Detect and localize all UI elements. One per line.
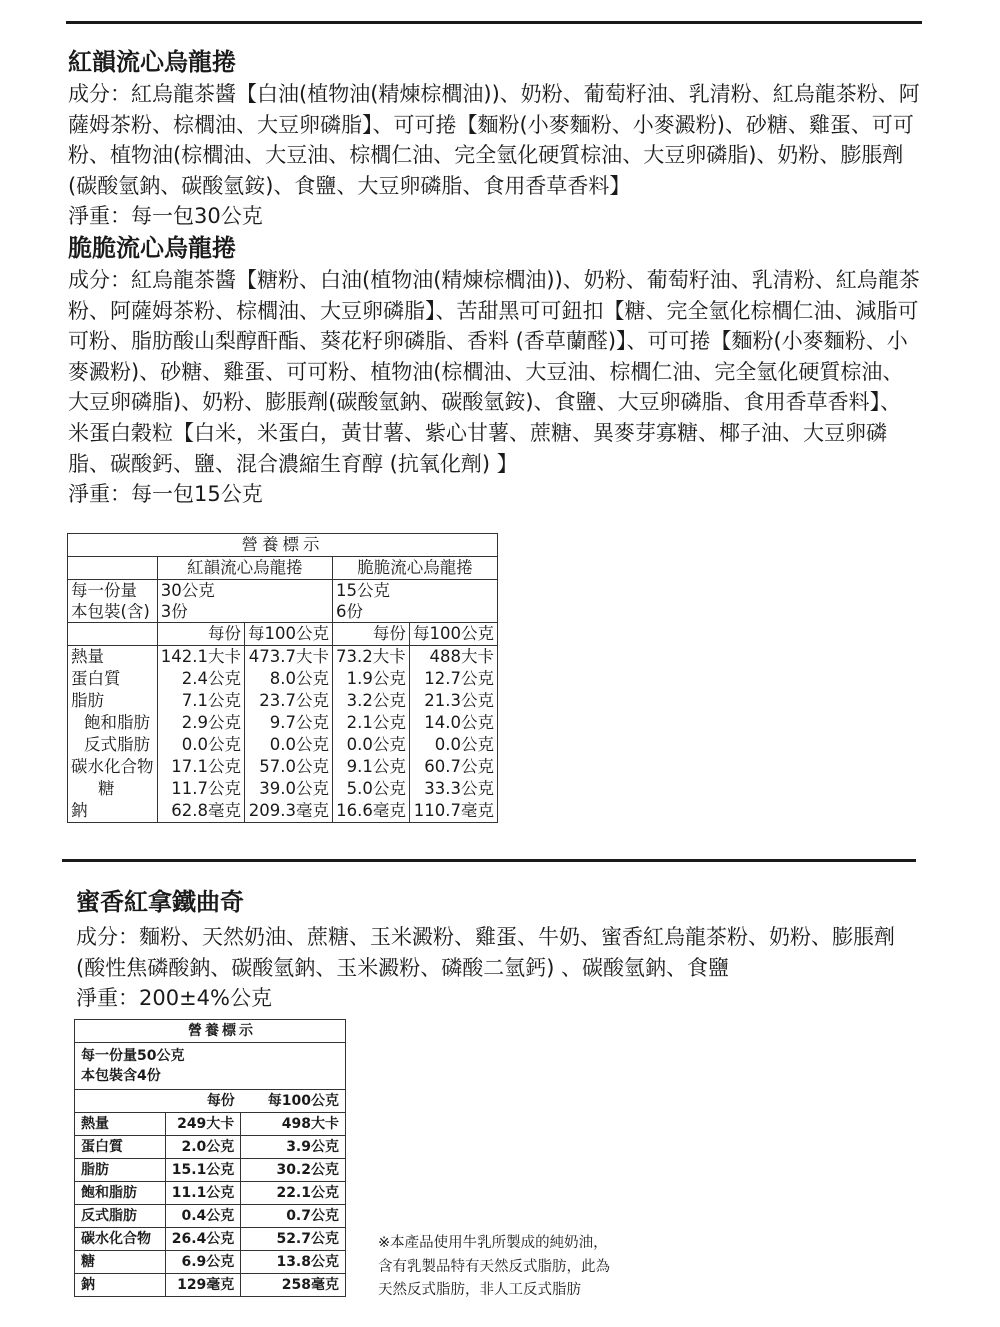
- cell: 12.7公克: [409, 668, 497, 690]
- cell: 30.2公克: [241, 1159, 346, 1182]
- cell: 22.1公克: [241, 1182, 346, 1205]
- row-label: 脂肪: [68, 690, 158, 712]
- cell: 249大卡: [165, 1113, 241, 1136]
- table2-per-serving-head: 每份: [165, 1090, 241, 1113]
- product2-name: 脆脆流心烏龍捲: [68, 234, 236, 262]
- nutrition-table-rolls: [67, 533, 498, 823]
- cell: 11.7公克: [157, 778, 244, 800]
- cell: 0.7公克: [241, 1205, 346, 1228]
- table-row: [68, 646, 498, 669]
- cell: 0.0公克: [409, 734, 497, 756]
- product2-section: [68, 232, 920, 509]
- cell: 11.1公克: [165, 1182, 241, 1205]
- row-label: 飽和脂肪: [75, 1182, 166, 1205]
- product3-net-weight: 淨重：200±4%公克: [76, 986, 272, 1011]
- table2-serving-info: [75, 1043, 346, 1090]
- cell: 2.4公克: [157, 668, 244, 690]
- table-row: [75, 1159, 346, 1182]
- table1-title: 營養標示: [68, 534, 498, 557]
- table-row: [75, 1205, 346, 1228]
- serving-label: 每一份量: [71, 581, 137, 600]
- a-package-value: 3份: [160, 602, 188, 621]
- cell: 5.0公克: [333, 778, 410, 800]
- middle-divider: [62, 859, 916, 862]
- table-row: [75, 1251, 346, 1274]
- package-label: 本包裝(含): [71, 602, 150, 621]
- row-label: 飽和脂肪: [68, 712, 158, 734]
- note-line-3: 天然反式脂肪，非人工反式脂肪: [378, 1282, 581, 1298]
- table-row: [68, 690, 498, 712]
- table1-serving-label: [68, 580, 158, 623]
- row-label: 碳水化合物: [68, 756, 158, 778]
- row-label: 糖: [68, 778, 158, 800]
- cell: 57.0公克: [244, 756, 332, 778]
- product1-section: [68, 46, 920, 231]
- row-label: 碳水化合物: [75, 1228, 166, 1251]
- cell: 498大卡: [241, 1113, 346, 1136]
- cell: 1.9公克: [333, 668, 410, 690]
- a-per-100-head: 每100公克: [244, 623, 332, 646]
- product1-net-weight: 淨重：每一包30公克: [68, 204, 263, 229]
- table-row: [75, 1274, 346, 1297]
- table-row: [68, 668, 498, 690]
- table1-a-serving: [157, 580, 332, 623]
- top-divider: [66, 21, 922, 24]
- row-label: 反式脂肪: [75, 1205, 166, 1228]
- table-row: [68, 756, 498, 778]
- cell: 142.1大卡: [157, 646, 244, 669]
- cell: 15.1公克: [165, 1159, 241, 1182]
- row-label: 鈉: [68, 800, 158, 823]
- nutrition-table-cookie: [74, 1019, 346, 1297]
- note-line-1: ※本產品使用牛乳所製成的純奶油，: [378, 1235, 608, 1251]
- row-label: 糖: [75, 1251, 166, 1274]
- cell: 17.1公克: [157, 756, 244, 778]
- row-label: 反式脂肪: [68, 734, 158, 756]
- product3-ingredients: 成分：麵粉、天然奶油、蔗糖、玉米澱粉、雞蛋、牛奶、蜜香紅烏龍茶粉、奶粉、膨脹劑 (酸性焦磷酸鈉、碳酸氫鈉、玉米澱粉、磷酸二氫鈣) 、碳酸氫鈉、食鹽: [76, 925, 895, 980]
- table-row: [68, 778, 498, 800]
- cell: 14.0公克: [409, 712, 497, 734]
- cell: 488大卡: [409, 646, 497, 669]
- cell: 39.0公克: [244, 778, 332, 800]
- cell: 209.3毫克: [244, 800, 332, 823]
- cell: 60.7公克: [409, 756, 497, 778]
- product1-ingredients: 成分：紅烏龍茶醬【白油(植物油(精煉棕櫚油))、奶粉、葡萄籽油、乳清粉、紅烏龍茶粉、阿薩姆茶粉、棕櫚油、大豆卵磷脂】、可可捲【麵粉(小麥麵粉、小麥澱粉)、砂糖、雞蛋、可可粉、植物油(棕櫚油、大豆油、棕櫚仁油、完全氫化硬質棕油、大豆卵磷脂)、奶粉、膨脹劑(碳酸氫鈉、碳酸氫銨)、食鹽、大豆卵磷脂、食用香草香料】: [68, 82, 920, 198]
- cell: 110.7毫克: [409, 800, 497, 823]
- product3-name: 蜜香紅拿鐵曲奇: [76, 888, 244, 916]
- table-row: [75, 1182, 346, 1205]
- cell: 7.1公克: [157, 690, 244, 712]
- cell: 0.0公克: [244, 734, 332, 756]
- cell: 23.7公克: [244, 690, 332, 712]
- table-row: [75, 1228, 346, 1251]
- table2-package: 本包裝含4份: [81, 1068, 161, 1084]
- a-per-serving-head: 每份: [157, 623, 244, 646]
- cell: 16.6毫克: [333, 800, 410, 823]
- row-label: 脂肪: [75, 1159, 166, 1182]
- cell: 0.4公克: [165, 1205, 241, 1228]
- cell: 52.7公克: [241, 1228, 346, 1251]
- table1-b-serving: [333, 580, 498, 623]
- cell: 258毫克: [241, 1274, 346, 1297]
- table-row: [75, 1113, 346, 1136]
- table-row: [68, 734, 498, 756]
- table2-header-blank: [75, 1090, 166, 1113]
- cell: 8.0公克: [244, 668, 332, 690]
- cell: 2.9公克: [157, 712, 244, 734]
- cell: 3.2公克: [333, 690, 410, 712]
- cell: 62.8毫克: [157, 800, 244, 823]
- cell: 33.3公克: [409, 778, 497, 800]
- trans-fat-note: [378, 1232, 610, 1303]
- table-row: [68, 800, 498, 823]
- b-serving-value: 15公克: [336, 581, 391, 600]
- cell: 3.9公克: [241, 1136, 346, 1159]
- cell: 0.0公克: [333, 734, 410, 756]
- table1-header-blank: [68, 623, 158, 646]
- cell: 26.4公克: [165, 1228, 241, 1251]
- product2-net-weight: 淨重：每一包15公克: [68, 482, 263, 507]
- row-label: 蛋白質: [68, 668, 158, 690]
- cell: 2.0公克: [165, 1136, 241, 1159]
- row-label: 熱量: [75, 1113, 166, 1136]
- table1-col-b: 脆脆流心烏龍捲: [333, 557, 498, 580]
- table2-title: 營養標示: [75, 1020, 346, 1043]
- a-serving-value: 30公克: [160, 581, 215, 600]
- cell: 473.7大卡: [244, 646, 332, 669]
- cell: 0.0公克: [157, 734, 244, 756]
- product1-name: 紅韻流心烏龍捲: [68, 48, 236, 76]
- b-per-serving-head: 每份: [333, 623, 410, 646]
- cell: 2.1公克: [333, 712, 410, 734]
- table1-col-a: 紅韻流心烏龍捲: [157, 557, 332, 580]
- product2-ingredients: 成分：紅烏龍茶醬【糖粉、白油(植物油(精煉棕櫚油))、奶粉、葡萄籽油、乳清粉、紅烏龍茶粉、阿薩姆茶粉、棕櫚油、大豆卵磷脂】、苦甜黑可可鈕扣【糖、完全氫化棕櫚仁油、減脂可可粉、脂肪酸山梨醇酐酯、葵花籽卵磷脂、香料 (香草蘭醛)】、可可捲【麵粉(小麥麵粉、小麥澱粉)、砂糖、雞蛋、可可粉、植物油(棕櫚油、大豆油、棕櫚仁油、完全氫化硬質棕油、大豆卵磷脂)、奶粉、膨脹劑(碳酸氫鈉、碳酸氫銨)、食鹽、大豆卵磷脂、食用香草香料】、米蛋白穀粒【白米，米蛋白，黃甘薯、紫心甘薯、蔗糖、異麥芽寡糖、椰子油、大豆卵磷脂、碳酸鈣、鹽、混合濃縮生育醇 (抗氧化劑) 】: [68, 268, 920, 476]
- cell: 21.3公克: [409, 690, 497, 712]
- b-package-value: 6份: [336, 602, 364, 621]
- cell: 6.9公克: [165, 1251, 241, 1274]
- product3-section: [76, 886, 916, 1013]
- row-label: 鈉: [75, 1274, 166, 1297]
- table1-corner: [68, 557, 158, 580]
- cell: 13.8公克: [241, 1251, 346, 1274]
- table-row: [75, 1136, 346, 1159]
- table2-serving: 每一份量50公克: [81, 1048, 185, 1064]
- note-line-2: 含有乳製品特有天然反式脂肪，此為: [378, 1258, 610, 1275]
- cell: 9.1公克: [333, 756, 410, 778]
- cell: 73.2大卡: [333, 646, 410, 669]
- table-row: [68, 712, 498, 734]
- table2-per-100-head: 每100公克: [241, 1090, 346, 1113]
- row-label: 熱量: [68, 646, 158, 669]
- cell: 129毫克: [165, 1274, 241, 1297]
- b-per-100-head: 每100公克: [409, 623, 497, 646]
- row-label: 蛋白質: [75, 1136, 166, 1159]
- cell: 9.7公克: [244, 712, 332, 734]
